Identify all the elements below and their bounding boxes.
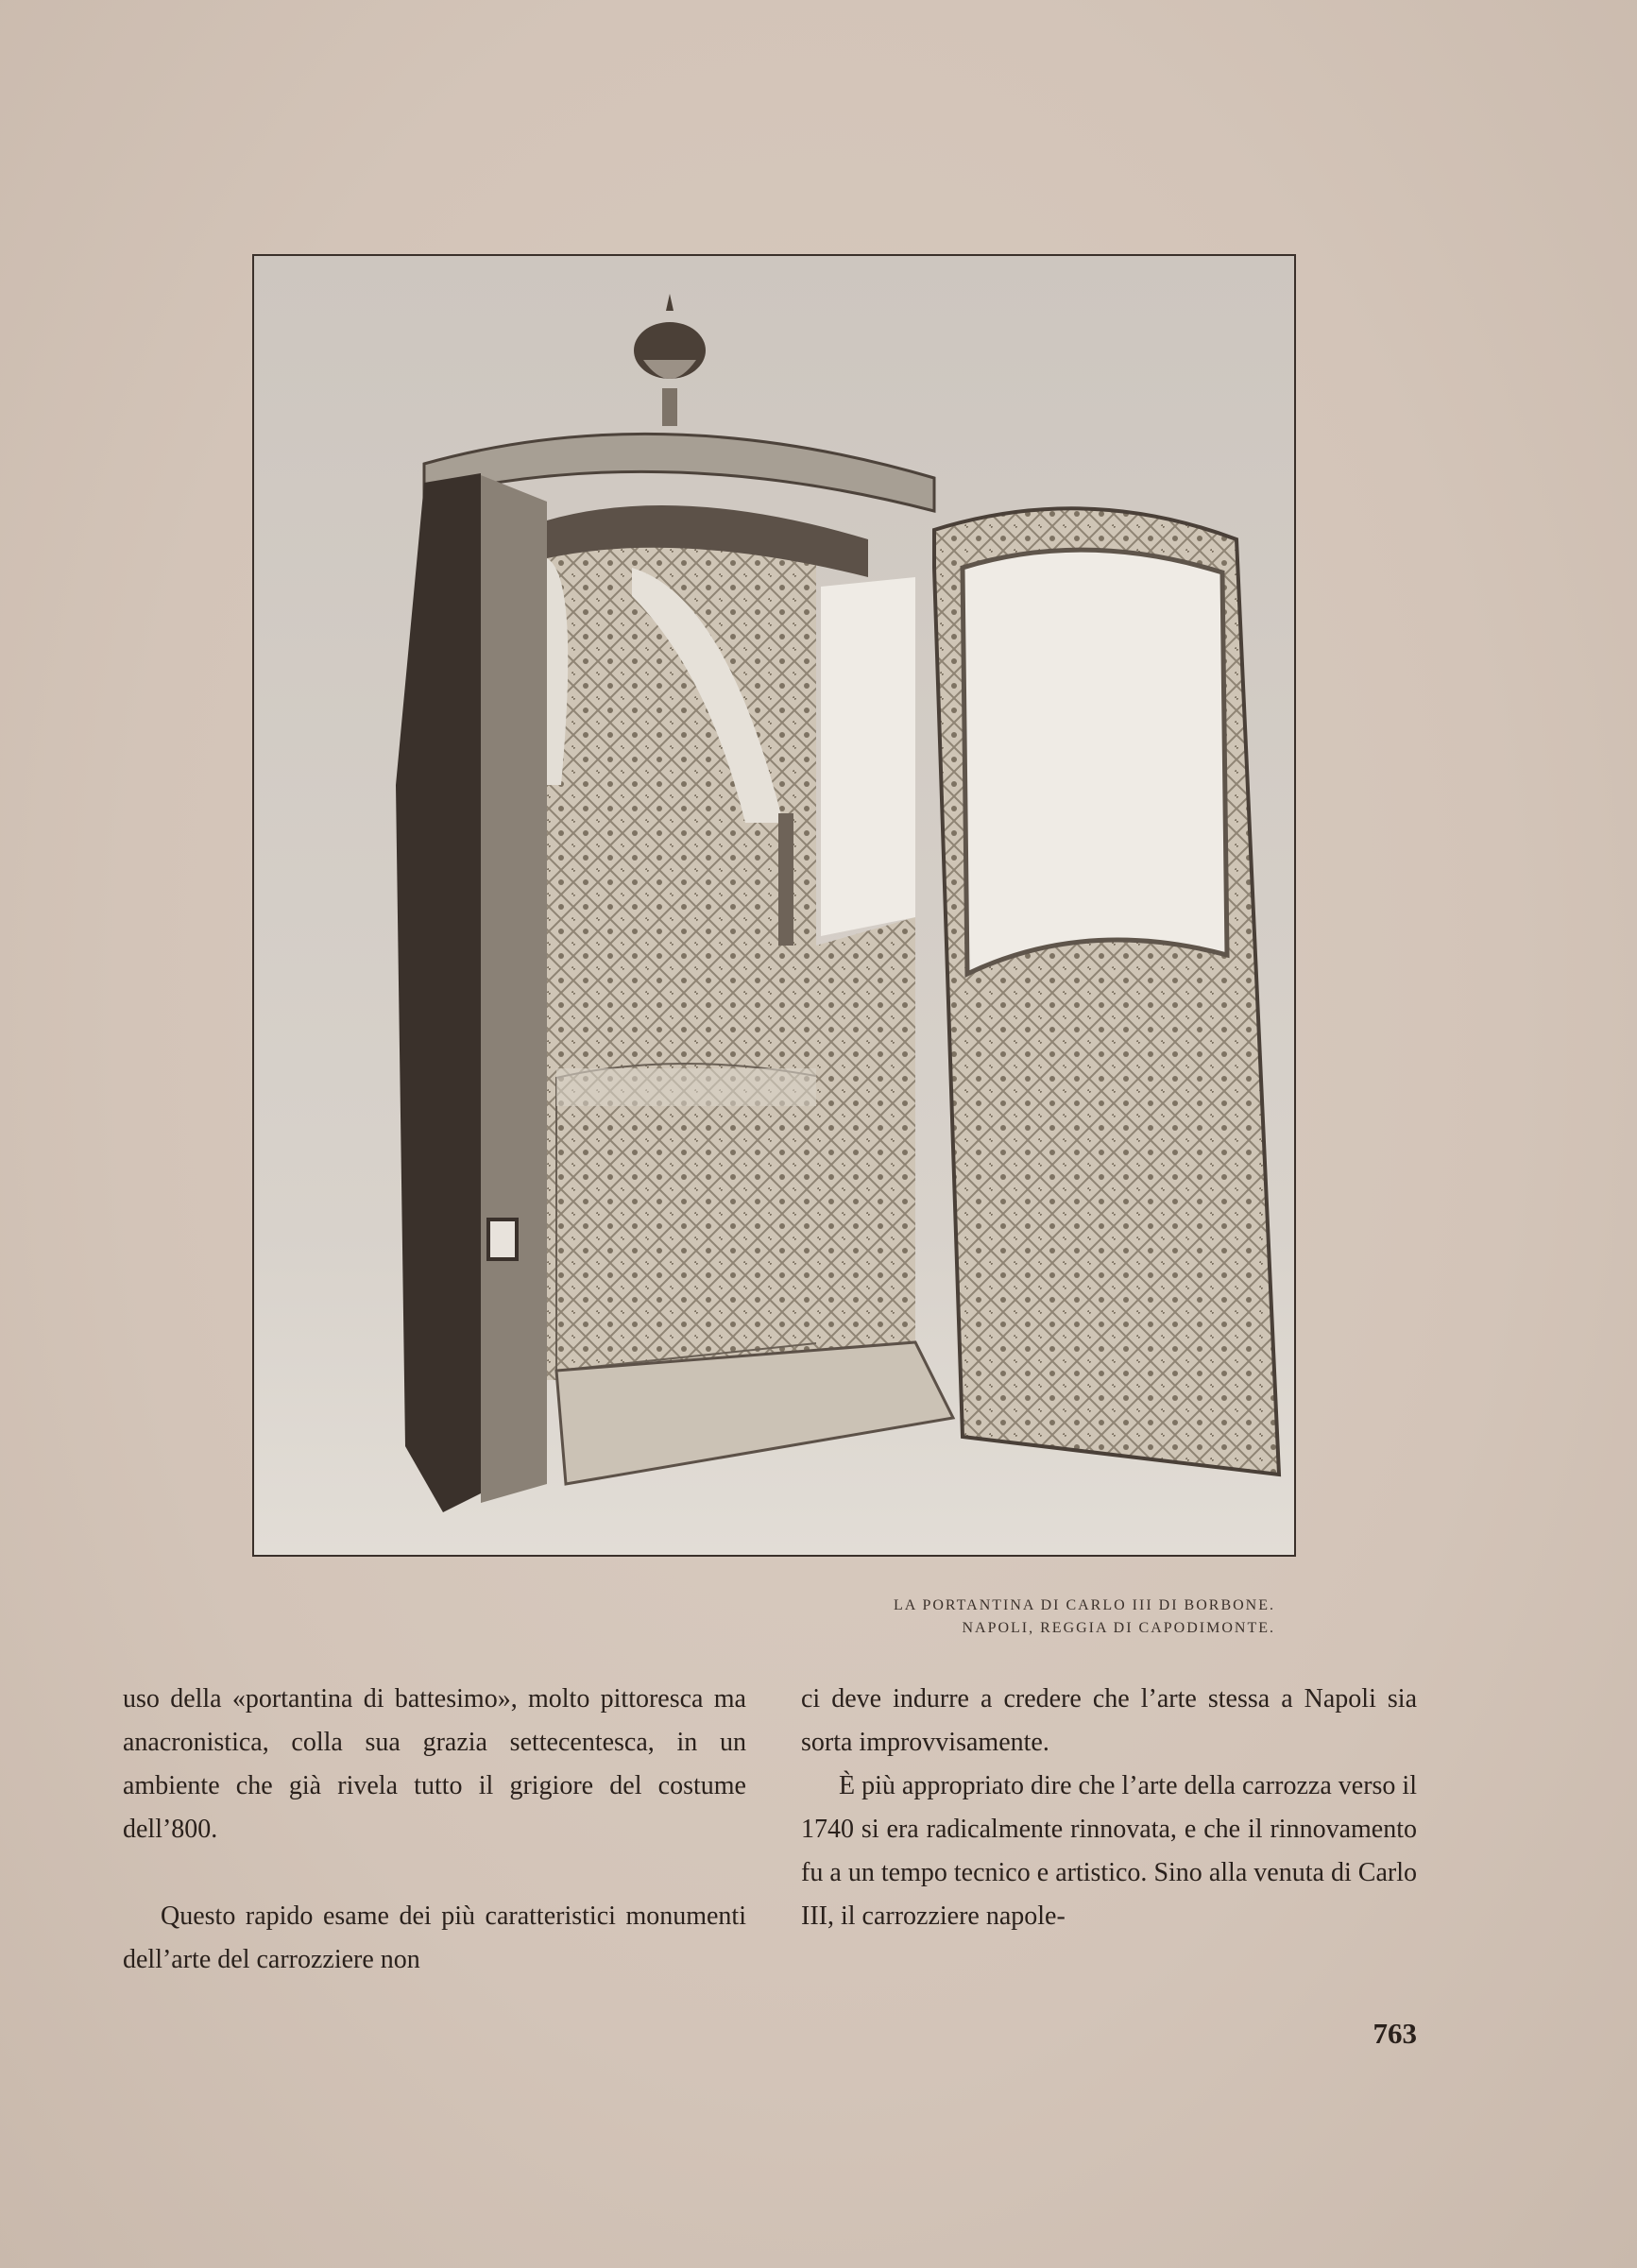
- sedan-chair-photo: [254, 256, 1294, 1555]
- caption-location: NAPOLI, REGGIA DI CAPODIMONTE.: [962, 1620, 1275, 1636]
- text-column-left: [123, 1678, 746, 1982]
- paragraph: Questo rapido esame dei più caratteristici monumenti dell’arte del carrozziere non: [123, 1901, 746, 1974]
- caption-title: LA PORTANTINA DI CARLO III DI BORBONE.: [894, 1597, 1275, 1613]
- photo-plate: [252, 254, 1296, 1557]
- text-column-right: [801, 1678, 1417, 1938]
- paragraph: uso della «portantina di battesimo», molto pittoresca ma anacronistica, colla sua grazia settecentesca, in un ambiente che già rivela tutto il grigiore del costume dell’800.: [123, 1684, 746, 1844]
- page-number: 763: [1373, 2017, 1417, 2050]
- paragraph: È più appropriato dire che l’arte della carrozza verso il 1740 si era radicalmente rinnovata, e che il rinnovamento fu a un tempo tecnico e artistico. Sino alla venuta di Carlo III, il carrozziere napole-: [801, 1771, 1417, 1931]
- paragraph: ci deve indurre a credere che l’arte stessa a Napoli sia sorta improvvisamente.: [801, 1684, 1417, 1757]
- figure-caption: [775, 1594, 1275, 1640]
